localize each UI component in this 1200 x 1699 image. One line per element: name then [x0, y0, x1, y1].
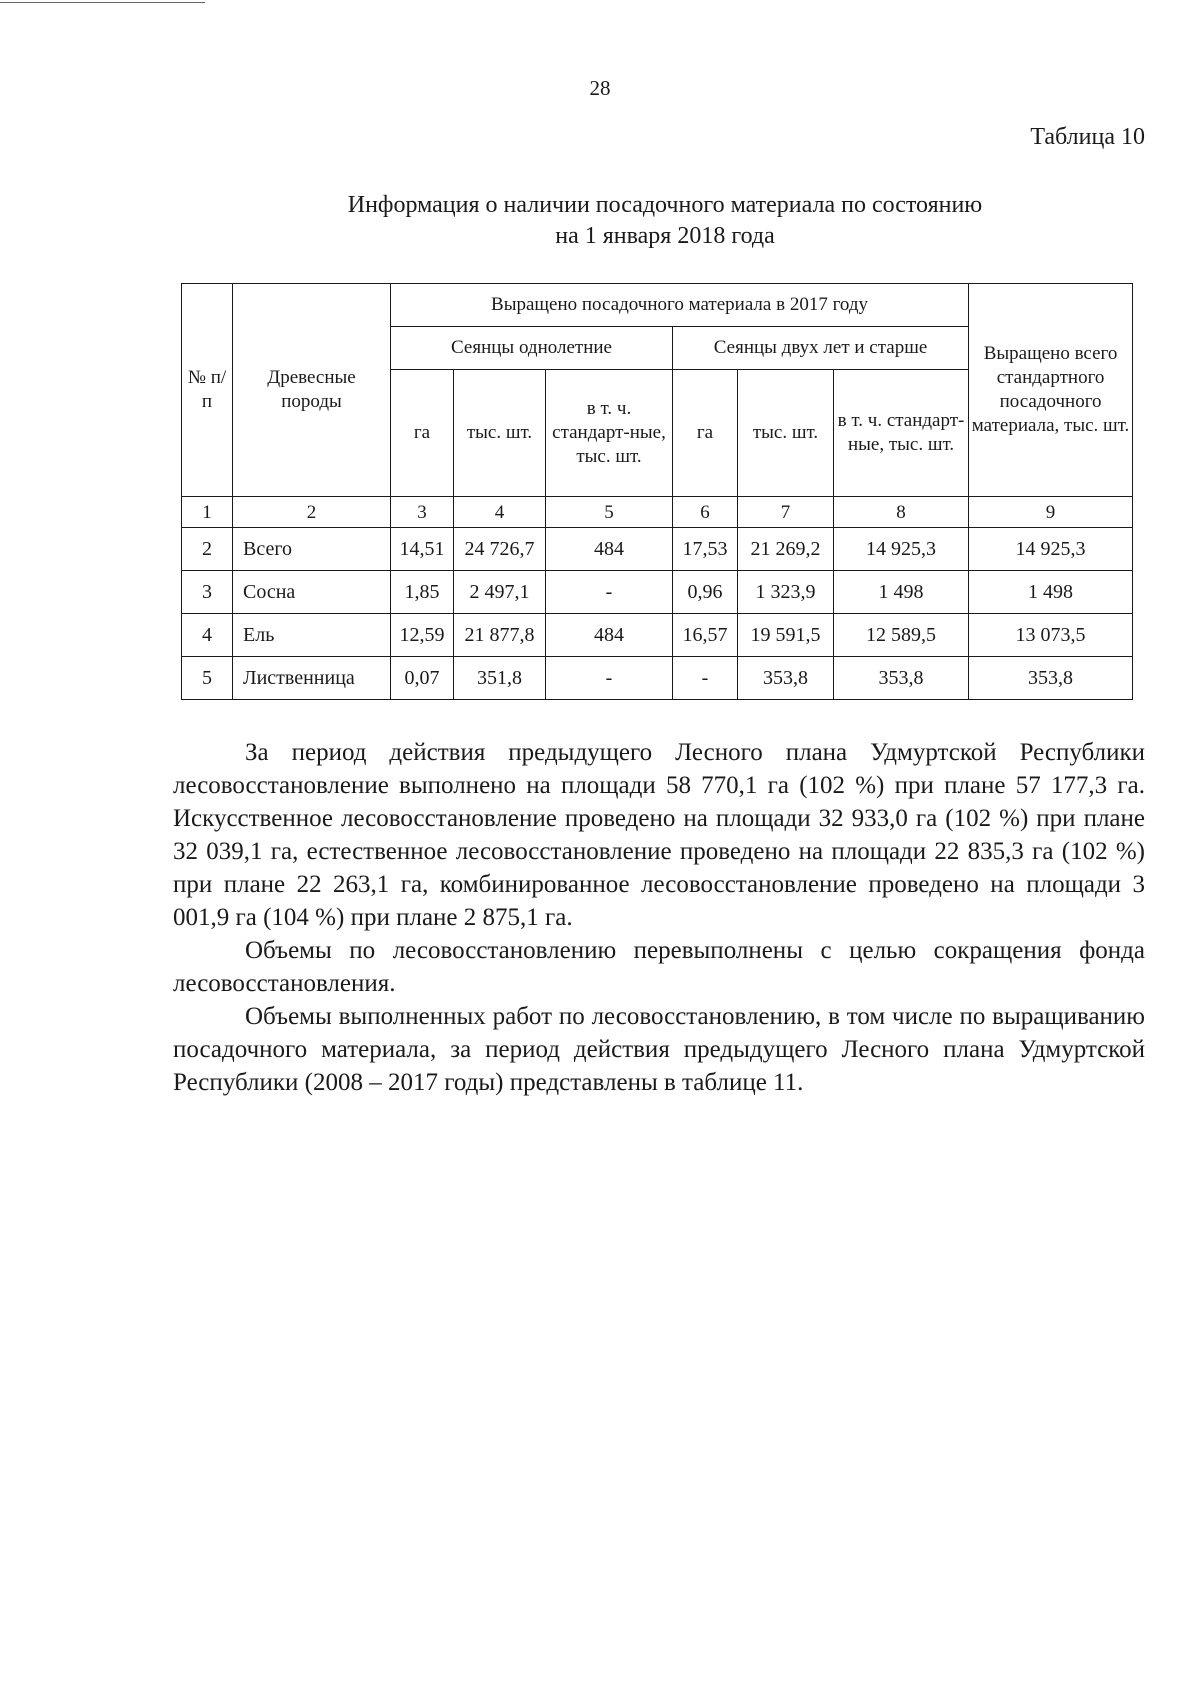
- cell-value: 12 589,5: [834, 614, 969, 657]
- cell-value: 21 877,8: [454, 614, 546, 657]
- cell-value: 2 497,1: [454, 571, 546, 614]
- species-name: Всего: [233, 528, 391, 571]
- species-name: Сосна: [233, 571, 391, 614]
- cell-value: 1 498: [969, 571, 1133, 614]
- column-number: 2: [233, 497, 391, 528]
- cell-value: 1 498: [834, 571, 969, 614]
- header-species: Древесные породы: [233, 284, 391, 497]
- header-ha-2: га: [673, 370, 738, 497]
- column-number-row: [182, 497, 1133, 528]
- table-label: Таблица 10: [1030, 124, 1145, 150]
- planting-material-table: [181, 283, 1133, 700]
- column-number: 8: [834, 497, 969, 528]
- row-number: 2: [182, 528, 233, 571]
- table-title-line-1: Информация о наличии посадочного материала по состоянию: [347, 192, 983, 218]
- table-row-spruce: [182, 614, 1133, 657]
- column-number: 3: [391, 497, 454, 528]
- cell-value: 24 726,7: [454, 528, 546, 571]
- species-name: Ель: [233, 614, 391, 657]
- cell-value: 19 591,5: [738, 614, 834, 657]
- cell-value: 353,8: [738, 657, 834, 700]
- cell-value: 1,85: [391, 571, 454, 614]
- cell-value: 353,8: [834, 657, 969, 700]
- page-number: 28: [589, 76, 611, 100]
- body-text: [173, 736, 1145, 1099]
- cell-value: 353,8: [969, 657, 1133, 700]
- header-num: № п/п: [182, 284, 233, 497]
- cell-value: 484: [546, 528, 673, 571]
- cell-value: 17,53: [673, 528, 738, 571]
- scan-corner-line: [0, 2, 205, 3]
- table-row-total: [182, 528, 1133, 571]
- cell-value: 484: [546, 614, 673, 657]
- header-one-year-seedlings: Сеянцы однолетние: [391, 327, 673, 370]
- table-title: [170, 190, 1160, 252]
- column-number: 1: [182, 497, 233, 528]
- header-thousand-pcs-2: тыс. шт.: [738, 370, 834, 497]
- cell-value: 14,51: [391, 528, 454, 571]
- column-number: 9: [969, 497, 1133, 528]
- paragraph: За период действия предыдущего Лесного плана Удмуртской Республики лесовосстановление выполнено на площади 58 770,1 га (102 %) при плане 57 177,3 га. Искусственное лесовосстановление проведено на площади 32 933,0 га (102 %) при плане 32 039,1 га, естественное лесовосстановление проведено на площади 22 835,3 га (102 %) при плане 22 263,1 га, комбинированное лесовосстановление проведено на площади 3 001,9 га (104 %) при плане 2 875,1 га.: [173, 739, 1145, 931]
- header-two-year-seedlings: Сеянцы двух лет и старше: [673, 327, 969, 370]
- cell-value: 12,59: [391, 614, 454, 657]
- header-ha-1: га: [391, 370, 454, 497]
- cell-value: 351,8: [454, 657, 546, 700]
- paragraph: Объемы выполненных работ по лесовосстановлению, в том числе по выращиванию посадочного материала, за период действия предыдущего Лесного плана Удмуртской Республики (2008 – 2017 годы) представлены в таблице 11.: [173, 1003, 1145, 1096]
- column-number: 5: [546, 497, 673, 528]
- header-grown-2017: Выращено посадочного материала в 2017 году: [391, 284, 969, 327]
- row-number: 3: [182, 571, 233, 614]
- header-total-grown: Выращено всего стандартного посадочного материала, тыс. шт.: [969, 284, 1133, 497]
- cell-value: -: [546, 657, 673, 700]
- cell-value: 16,57: [673, 614, 738, 657]
- column-number: 7: [738, 497, 834, 528]
- table-row-pine: [182, 571, 1133, 614]
- row-number: 5: [182, 657, 233, 700]
- header-incl-standard-1: в т. ч. стандарт-ные, тыс. шт.: [546, 370, 673, 497]
- cell-value: -: [546, 571, 673, 614]
- cell-value: 13 073,5: [969, 614, 1133, 657]
- header-incl-standard-2: в т. ч. стандарт-ные, тыс. шт.: [834, 370, 969, 497]
- cell-value: 14 925,3: [834, 528, 969, 571]
- paragraph: Объемы по лесовосстановлению перевыполнены с целью сокращения фонда лесовосстановления.: [173, 937, 1145, 997]
- cell-value: 0,07: [391, 657, 454, 700]
- cell-value: -: [673, 657, 738, 700]
- header-thousand-pcs-1: тыс. шт.: [454, 370, 546, 497]
- table-row-larch: [182, 657, 1133, 700]
- cell-value: 0,96: [673, 571, 738, 614]
- species-name: Лиственница: [233, 657, 391, 700]
- column-number: 4: [454, 497, 546, 528]
- column-number: 6: [673, 497, 738, 528]
- table-title-line-2: на 1 января 2018 года: [555, 223, 775, 249]
- row-number: 4: [182, 614, 233, 657]
- cell-value: 14 925,3: [969, 528, 1133, 571]
- cell-value: 21 269,2: [738, 528, 834, 571]
- cell-value: 1 323,9: [738, 571, 834, 614]
